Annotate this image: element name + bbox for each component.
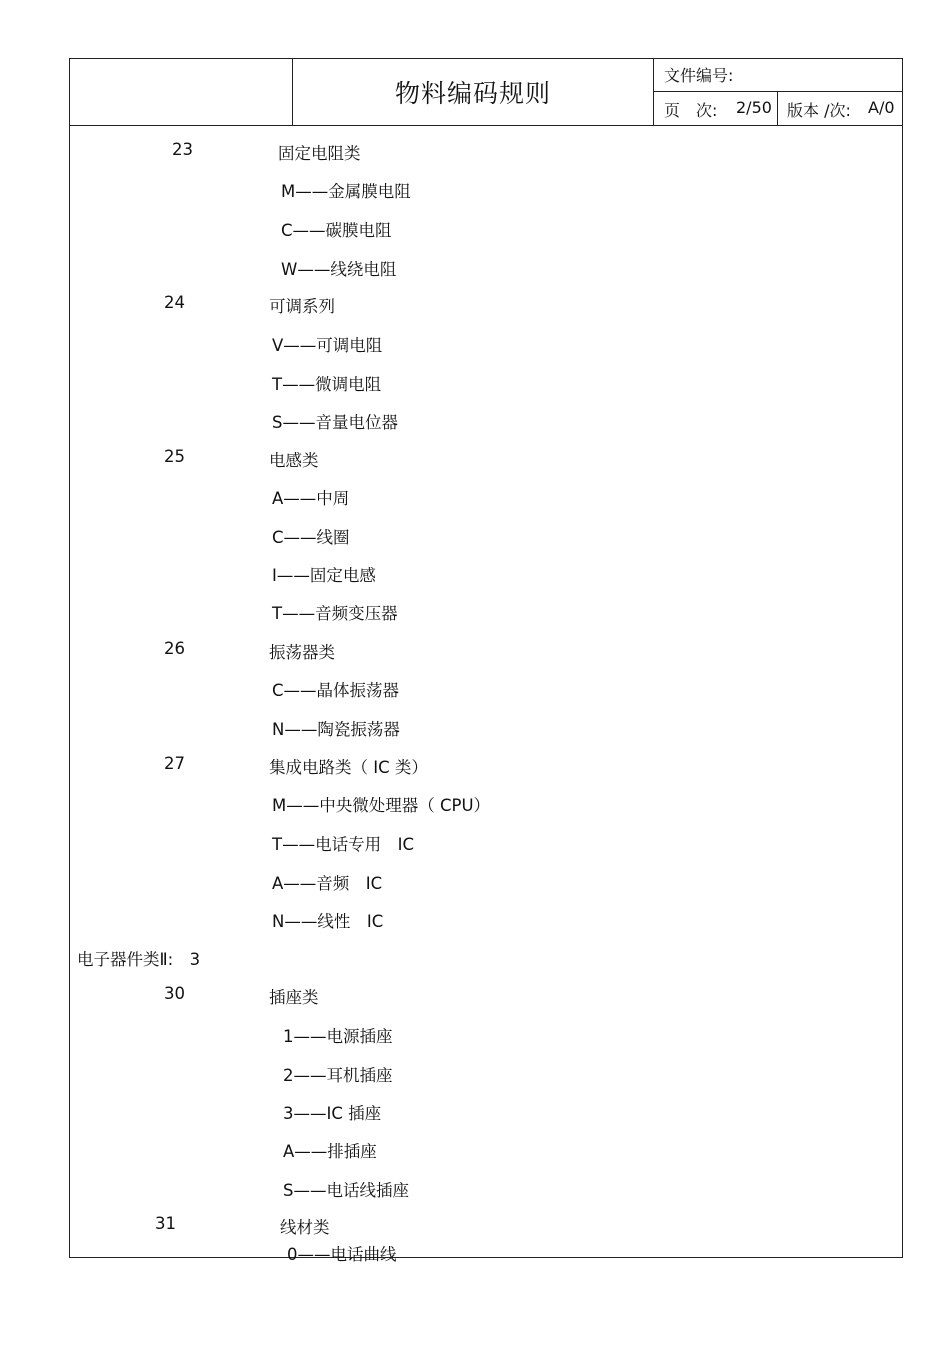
item-audio-transformer: T——音频变压器 [272, 604, 398, 623]
item-wire-wound: W——线绕电阻 [281, 260, 397, 279]
page-value: 2/50 [736, 98, 772, 117]
item-row-socket: A——排插座 [283, 1142, 377, 1161]
item-telephone-ic: T——电话专用 IC [272, 835, 414, 854]
category-socket: 插座类 [269, 988, 319, 1007]
page-frame [69, 58, 903, 1258]
item-earphone-socket: 2——耳机插座 [283, 1066, 393, 1085]
item-audio-ic: A——音频 IC [272, 874, 383, 893]
version-label: 版本 /次: [787, 101, 851, 120]
document-title: 物料编码规则 [394, 79, 551, 108]
item-variable-resistor: V——可调电阻 [272, 336, 383, 355]
category-oscillator: 振荡器类 [269, 643, 335, 662]
item-ic-socket: 3——IC 插座 [283, 1104, 382, 1123]
item-coil: C——线圈 [272, 528, 350, 547]
code-26: 26 [164, 639, 185, 658]
section-electronic-devices-ii: 电子器件类Ⅱ: 3 [77, 950, 201, 969]
code-30: 30 [164, 984, 185, 1003]
header-col-divider-3 [777, 91, 778, 126]
item-metal-film: M——金属膜电阻 [281, 182, 411, 201]
code-27: 27 [164, 754, 185, 773]
doc-number-label: 文件编号: [664, 66, 734, 85]
item-trim-resistor: T——微调电阻 [272, 375, 382, 394]
header-mid-divider [653, 91, 903, 92]
item-cpu: M——中央微处理器（ CPU） [272, 796, 491, 815]
category-wire: 线材类 [280, 1218, 330, 1237]
item-fixed-inductor: I——固定电感 [272, 566, 376, 585]
code-31: 31 [155, 1214, 176, 1233]
item-volume-pot: S——音量电位器 [272, 413, 398, 432]
category-adjustable: 可调系列 [269, 297, 335, 316]
page-label: 页 次: [664, 101, 718, 120]
item-phone-line-socket: S——电话线插座 [283, 1181, 409, 1200]
version-value: A/0 [868, 98, 895, 117]
item-phone-coil-cord: 0——电话曲线 [287, 1245, 397, 1264]
item-linear-ic: N——线性 IC [272, 912, 384, 931]
header-col-divider-2 [653, 58, 654, 126]
item-carbon-film: C——碳膜电阻 [281, 221, 392, 240]
category-fixed-resistor: 固定电阻类 [278, 144, 361, 163]
item-power-socket: 1——电源插座 [283, 1027, 393, 1046]
item-ceramic-oscillator: N——陶瓷振荡器 [272, 720, 400, 739]
item-crystal-oscillator: C——晶体振荡器 [272, 681, 400, 700]
category-inductor: 电感类 [269, 451, 319, 470]
code-25: 25 [164, 447, 185, 466]
code-23: 23 [172, 140, 193, 159]
category-ic: 集成电路类（ IC 类） [269, 758, 428, 777]
item-if-transformer: A——中周 [272, 489, 350, 508]
code-24: 24 [164, 293, 185, 312]
